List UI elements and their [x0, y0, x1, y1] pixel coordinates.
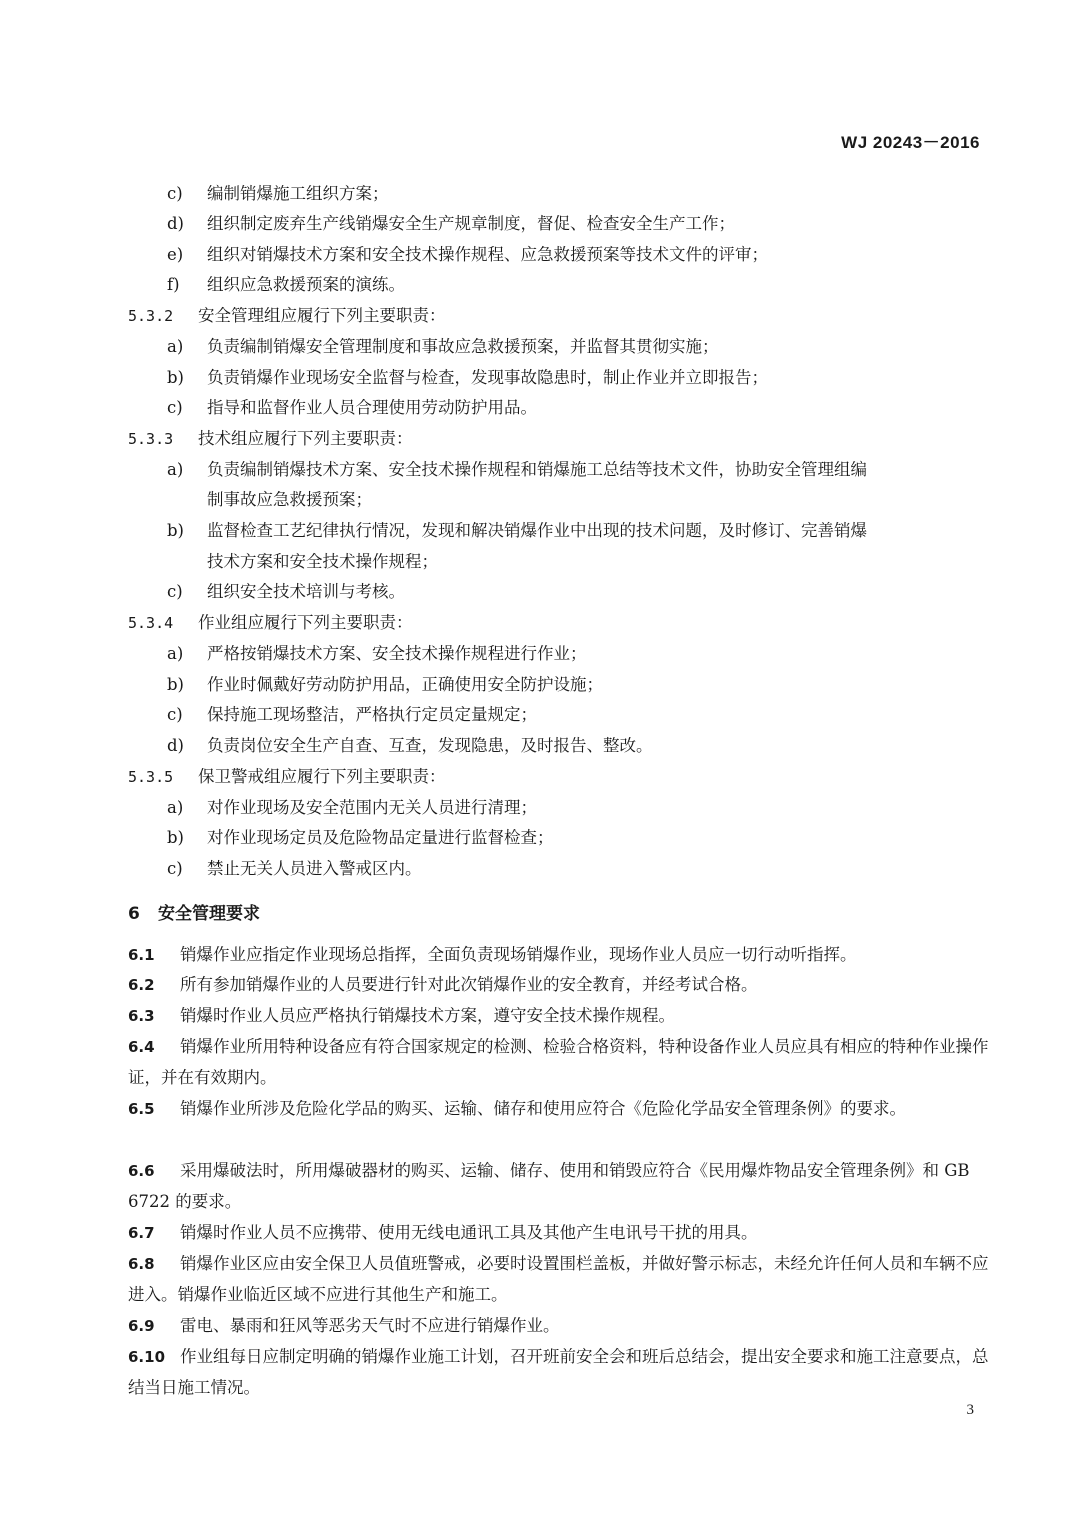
paragraph: 6.6 采用爆破法时，所用爆破器材的购买、运输、储存、使用和销毁应符合《民用爆炸物品安全管理条例》和 GB 6722 的要求。	[128, 1161, 970, 1211]
list-item: d) 负责岗位安全生产自查、互查，发现隐患，及时报告、整改。	[167, 736, 653, 755]
paragraph: 6.1 销爆作业应指定作业现场总指挥，全面负责现场销爆作业，现场作业人员应一切行动听指挥。	[128, 945, 857, 964]
paragraph: 6.2 所有参加销爆作业的人员要进行针对此次销爆作业的安全教育，并经考试合格。	[128, 975, 758, 994]
list-item: d) 组织制定废弃生产线销爆安全生产规章制度，督促、检查安全生产工作；	[167, 214, 735, 233]
list-item-continuation: 技术方案和安全技术操作规程；	[207, 552, 438, 571]
list-item: c) 保持施工现场整洁，严格执行定员定量规定；	[167, 705, 537, 724]
paragraph: 6.10 作业组每日应制定明确的销爆作业施工计划，召开班前安全会和班后总结会，提出安全要求和施工注意要点，总结当日施工情况。	[128, 1347, 989, 1397]
list-item: a) 负责编制销爆技术方案、安全技术操作规程和销爆施工总结等技术文件，协助安全管理组编	[167, 460, 867, 479]
paragraph: 6.5 销爆作业所涉及危险化学品的购买、运输、储存和使用应符合《危险化学品安全管理条例》的要求。	[128, 1099, 906, 1118]
clause-heading: 5.3.2 安全管理组应履行下列主要职责：	[128, 306, 446, 325]
list-item: a) 严格按销爆技术方案、安全技术操作规程进行作业；	[167, 644, 587, 663]
paragraph: 6.4 销爆作业所用特种设备应有符合国家规定的检测、检验合格资料，特种设备作业人员应具有相应的特种作业操作证，并在有效期内。	[128, 1037, 989, 1087]
list-item: c) 禁止无关人员进入警戒区内。	[167, 859, 422, 878]
clause-heading: 5.3.4 作业组应履行下列主要职责：	[128, 613, 413, 632]
list-item: b) 作业时佩戴好劳动防护用品，正确使用安全防护设施；	[167, 675, 603, 694]
clause-heading: 5.3.5 保卫警戒组应履行下列主要职责：	[128, 767, 446, 786]
paragraph: 6.9 雷电、暴雨和狂风等恶劣天气时不应进行销爆作业。	[128, 1316, 560, 1335]
list-item: b) 对作业现场定员及危险物品定量进行监督检查；	[167, 828, 554, 847]
list-item: a) 对作业现场及安全范围内无关人员进行清理；	[167, 798, 537, 817]
list-item: b) 监督检查工艺纪律执行情况，发现和解决销爆作业中出现的技术问题，及时修订、完善销爆	[167, 521, 867, 540]
paragraph: 6.8 销爆作业区应由安全保卫人员值班警戒，必要时设置围栏盖板，并做好警示标志，未经允许任何人员和车辆不应进入。销爆作业临近区域不应进行其他生产和施工。	[128, 1254, 989, 1304]
clause-heading: 5.3.3 技术组应履行下列主要职责：	[128, 429, 413, 448]
list-item-continuation: 制事故应急救援预案；	[207, 490, 372, 509]
section-heading: 6 安全管理要求	[128, 904, 260, 924]
list-item: c) 组织安全技术培训与考核。	[167, 582, 405, 601]
list-item: b) 负责销爆作业现场安全监督与检查，发现事故隐患时，制止作业并立即报告；	[167, 368, 768, 387]
page-number: 3	[966, 1402, 974, 1418]
paragraph: 6.7 销爆时作业人员不应携带、使用无线电通讯工具及其他产生电讯号干扰的用具。	[128, 1223, 758, 1242]
list-item: c) 编制销爆施工组织方案；	[167, 184, 389, 203]
list-item: e) 组织对销爆技术方案和安全技术操作规程、应急救援预案等技术文件的评审；	[167, 245, 768, 264]
list-item: a) 负责编制销爆安全管理制度和事故应急救援预案，并监督其贯彻实施；	[167, 337, 719, 356]
list-item: c) 指导和监督作业人员合理使用劳动防护用品。	[167, 398, 537, 417]
doc-code: WJ 20243－2016	[841, 133, 980, 152]
paragraph: 6.3 销爆时作业人员应严格执行销爆技术方案，遵守安全技术操作规程。	[128, 1006, 675, 1025]
list-item: f) 组织应急救援预案的演练。	[167, 275, 405, 294]
